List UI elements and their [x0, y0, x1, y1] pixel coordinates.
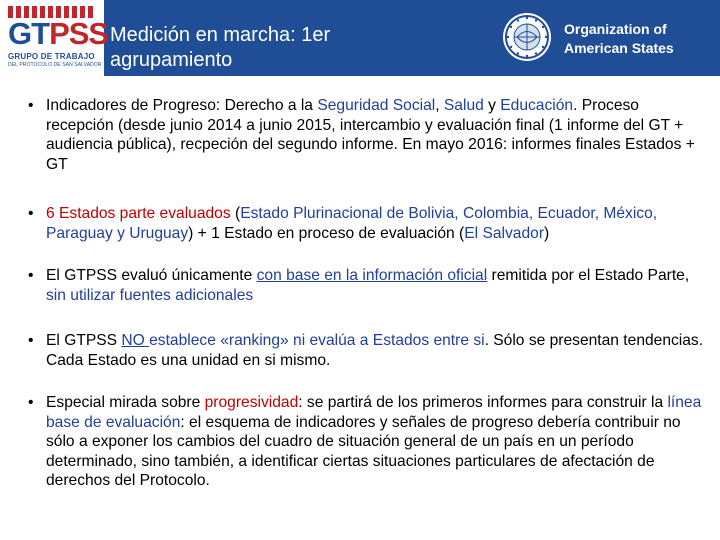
logo-subtitle-small: DEL PROTOCOLO DE SAN SALVADOR: [8, 62, 102, 68]
bullet-item-no-ranking: • El GTPSS NO establece «ranking» ni evalúa a Estados entre si. Sólo se presentan tendencias. Cada Estado es una unidad en si mismo.: [28, 332, 704, 369]
bullet-marker: •: [28, 267, 34, 284]
logo-subtitle: GRUPO DE TRABAJO: [8, 52, 95, 61]
bullet-marker: •: [28, 97, 34, 114]
oas-seal-icon: [502, 12, 552, 62]
bullet-marker: •: [28, 394, 34, 411]
bullet-marker: •: [28, 332, 34, 349]
bullet-marker: •: [28, 205, 34, 222]
slide-title: Medición en marcha: 1er agrupamiento: [110, 24, 331, 71]
bullet-item-official-information: • El GTPSS evaluó únicamente con base en la información oficial remitida por el Estado Parte, sin utilizar fuentes adicionales: [28, 267, 690, 304]
gtpss-logo: [0, 0, 109, 76]
oas-name: Organization of American States: [564, 21, 674, 56]
bullet-item-states-evaluated: • 6 Estados parte evaluados (Estado Plurinacional de Bolivia, Colombia, Ecuador, México, Paraguay y Uruguay) + 1 Estado en proceso de evaluación (El Salvador): [28, 205, 658, 242]
bullet-item-progressivity: • Especial mirada sobre progresividad: se partirá de los primeros informes para construir la línea base de evaluación: el esquema de indicadores y señales de progreso debería contribuir no sólo a exponer los cambios del cuadro de situación general de un país en un período determinado, sino también, a identificar ciertas situaciones particulares de afectación de derechos del Protocolo.: [28, 394, 702, 489]
slide-header: [0, 0, 720, 76]
logo-wordmark: GTPSS: [8, 16, 109, 51]
bullet-item-progress-indicators: • Indicadores de Progreso: Derecho a la Seguridad Social, Salud y Educación. Proceso recepción (desde junio 2014 a junio 2015, intercambio y evaluación final (1 informe del GT + audiencia pública), recpeción del segundo informe. En mayo 2016: informes finales Estados + GT: [28, 97, 695, 173]
